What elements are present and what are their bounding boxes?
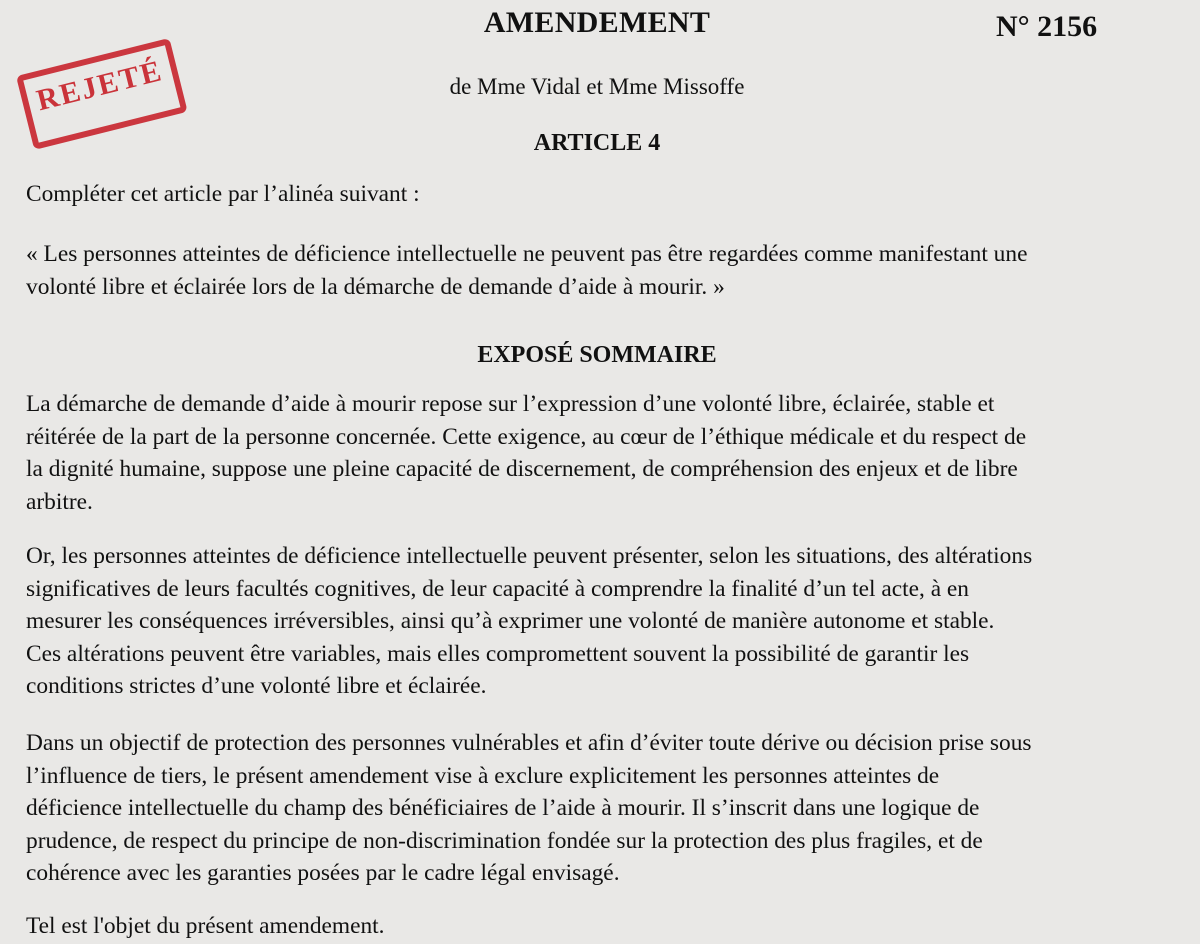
paragraph-line: réitérée de la part de la personne concernée. Cette exigence, au cœur de l’éthique médicale et du respect de xyxy=(26,423,1027,450)
paragraph-line: cohérence avec les garanties posées par le cadre légal envisagé. xyxy=(26,860,620,886)
summary-heading: EXPOSÉ SOMMAIRE xyxy=(477,342,717,368)
paragraph-line: mesurer les conséquences irréversibles, ainsi qu’à exprimer une volonté de manière autonome et stable. xyxy=(26,608,995,634)
closing-sentence xyxy=(26,910,385,943)
paragraph-line: déficience intellectuelle du champ des bénéficiaires de l’aide à mourir. Il s’inscrit dans une logique de xyxy=(26,795,980,821)
article-heading: ARTICLE 4 xyxy=(533,130,661,156)
paragraph-line: Ces altérations peuvent être variables, mais elles compromettent souvent la possibilité de garantir les xyxy=(26,640,970,667)
quote-line: volonté libre et éclairée lors de la démarche de demande d’aide à mourir. » xyxy=(26,273,725,300)
paragraph-line: conditions strictes d’une volonté libre et éclairée. xyxy=(26,673,487,699)
document-title: AMENDEMENT xyxy=(483,6,711,39)
stamp-text: REJETÉ xyxy=(33,54,167,118)
paragraph-line: La démarche de demande d’aide à mourir repose sur l’expression d’une volonté libre, éclairée, stable et xyxy=(26,391,995,417)
paragraph-line: significatives de leurs facultés cognitives, de leur capacité à comprendre la finalité d’un tel acte, à en xyxy=(26,575,970,602)
authors-line: de Mme Vidal et Mme Missoffe xyxy=(449,74,745,99)
closing-line: Tel est l'objet du présent amendement. xyxy=(26,913,385,939)
summary-paragraph-2 xyxy=(26,540,1032,703)
intro-line: Compléter cet article par l’alinéa suivant : xyxy=(26,181,420,207)
amendment-quote xyxy=(26,238,1027,303)
paragraph-line: arbitre. xyxy=(26,488,93,515)
quote-line: « Les personnes atteintes de déficience intellectuelle ne peuvent pas être regardées comme manifestant une xyxy=(26,241,1028,267)
paragraph-line: Dans un objectif de protection des personnes vulnérables et afin d’éviter toute dérive ou décision prise sous xyxy=(26,730,1032,756)
paragraph-line: la dignité humaine, suppose une pleine capacité de discernement, de compréhension des enjeux et de libre xyxy=(26,456,1018,482)
paragraph-line: prudence, de respect du principe de non-discrimination fondée sur la protection des plus fragiles, et de xyxy=(26,827,983,854)
paragraph-line: l’influence de tiers, le présent amendement vise à exclure explicitement les personnes atteintes de xyxy=(26,762,940,789)
paragraph-line: Or, les personnes atteintes de déficience intellectuelle peuvent présenter, selon les situations, des altérations xyxy=(26,543,1033,569)
amendment-number: N° 2156 xyxy=(996,10,1098,43)
summary-paragraph-3 xyxy=(26,727,1032,890)
amendment-intro xyxy=(26,178,420,211)
summary-paragraph-1 xyxy=(26,388,1026,518)
